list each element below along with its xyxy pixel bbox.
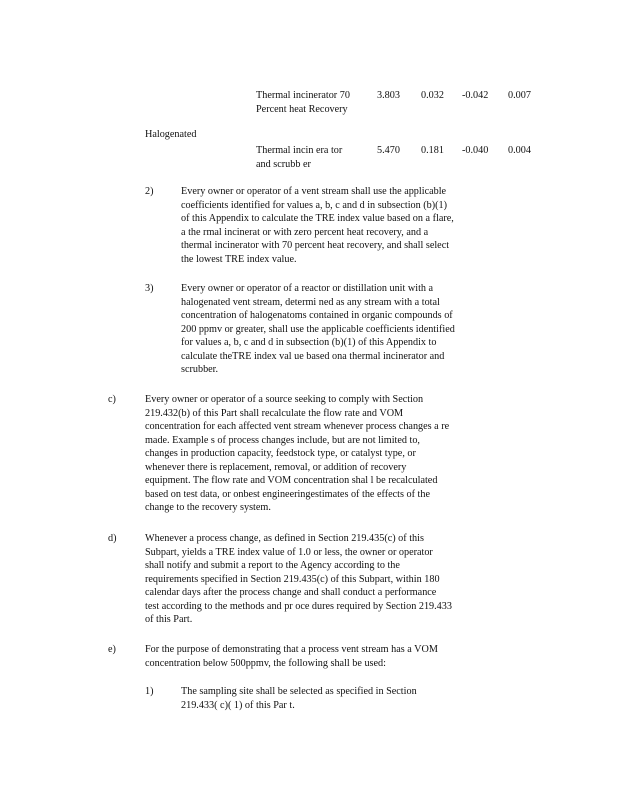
item-number: 1) (145, 686, 154, 697)
text-line: scrubber. (181, 364, 219, 375)
item-2-text (181, 185, 454, 266)
text-line: based on test data, or onbest engineeringestimates of the effects of the (145, 488, 430, 500)
text-line: of this Appendix to calculate the TRE index value based on a flare, (181, 213, 454, 224)
text-line: a the rmal incinerat or with zero percent heat recovery, and a (181, 226, 429, 238)
text-line: Every owner or operator of a vent stream shall use the applicable (181, 186, 447, 197)
item-number: 3) (145, 283, 154, 294)
row1-coefficient-c: -0.042 (462, 90, 489, 101)
text-line: Subpart, yields a TRE index value of 1.0 or less, the owner or operator (145, 546, 433, 558)
text-line: the lowest TRE index value. (181, 253, 297, 265)
item-c-text (145, 393, 449, 515)
row1-coefficient-a: 3.803 (377, 90, 400, 101)
text-line: calculate theTRE index val ue based ona thermal incinerator and (181, 350, 445, 362)
item-e-text (145, 643, 438, 670)
item-1-paragraph (181, 685, 417, 712)
text-line: 200 ppmv or greater, shall use the applicable coefficients identified (181, 323, 455, 335)
text-line: halogenated vent stream, determi ned as any stream with a total (181, 296, 440, 308)
row2-coefficient-a: 5.470 (377, 145, 400, 156)
text-line: for values a, b, c and d in subsection (b)(1) of this Appendix to (181, 337, 437, 348)
text-line: concentration of halogenatoms contained in organic compounds of (181, 310, 453, 321)
row2-coefficient-c: -0.040 (462, 145, 489, 156)
text-line: concentration below 500ppmv, the following shall be used: (145, 657, 386, 669)
halogenated-label: Halogenated (145, 129, 197, 140)
text-line: of this Part. (145, 614, 193, 625)
text-line: For the purpose of demonstrating that a process vent stream has a VOM (145, 644, 438, 655)
text-line: equipment. The flow rate and VOM concentration shal l be recalculated (145, 475, 438, 486)
row1-coefficient-b: 0.032 (421, 90, 444, 101)
row2-coefficient-d: 0.004 (508, 145, 531, 156)
text-line: changes in production capacity, feedstock type, or catalyst type, or (145, 448, 416, 459)
text-line: 219.432(b) of this Part shall recalculate the flow rate and VOM (145, 407, 404, 419)
row1-description-line1: Thermal incinerator 70 (256, 90, 350, 101)
item-letter: e) (108, 644, 116, 655)
text-line: calendar days after the process change and shall conduct a performance (145, 587, 437, 598)
text-line: whenever there is replacement, removal, or addition of recovery (145, 461, 407, 473)
row2-coefficient-b: 0.181 (421, 145, 444, 156)
item-3-text (181, 282, 455, 377)
text-line: Every owner or operator of a reactor or distillation unit with a (181, 283, 434, 294)
text-line: requirements specified in Section 219.435(c) of this Subpart, within 180 (145, 573, 440, 585)
table-row (256, 144, 342, 171)
item-letter: c) (108, 394, 116, 405)
text-line: shall notify and submit a report to the Agency according to the (145, 560, 400, 571)
row1-description-line2: Percent heat Recovery (256, 103, 348, 115)
item-number: 2) (145, 186, 154, 197)
item-d-text (145, 532, 452, 627)
text-line: coefficients identified for values a, b, c and d in subsection (b)(1) (181, 199, 448, 211)
text-line: thermal incinerator with 70 percent heat recovery, and shall select (181, 240, 450, 251)
text-line: test according to the methods and pr oce dures required by Section 219.433 (145, 600, 452, 612)
text-line: change to the recovery system. (145, 502, 271, 513)
text-line: Every owner or operator of a source seeking to comply with Section (145, 394, 424, 405)
item-letter: d) (108, 533, 117, 544)
row2-description-line1: Thermal incin era tor (256, 145, 343, 156)
text-line: 219.433( c)( 1) of this Par t. (181, 699, 295, 711)
text-line: made. Example s of process changes include, but are not limited to, (145, 434, 420, 446)
text-line: The sampling site shall be selected as specified in Section (181, 686, 417, 697)
text-line: concentration for each affected vent stream whenever process changes a re (145, 421, 450, 432)
row2-description-line2: and scrubb er (256, 158, 311, 170)
row1-coefficient-d: 0.007 (508, 90, 531, 101)
table-row (256, 89, 350, 116)
text-line: Whenever a process change, as defined in Section 219.435(c) of this (145, 533, 424, 544)
